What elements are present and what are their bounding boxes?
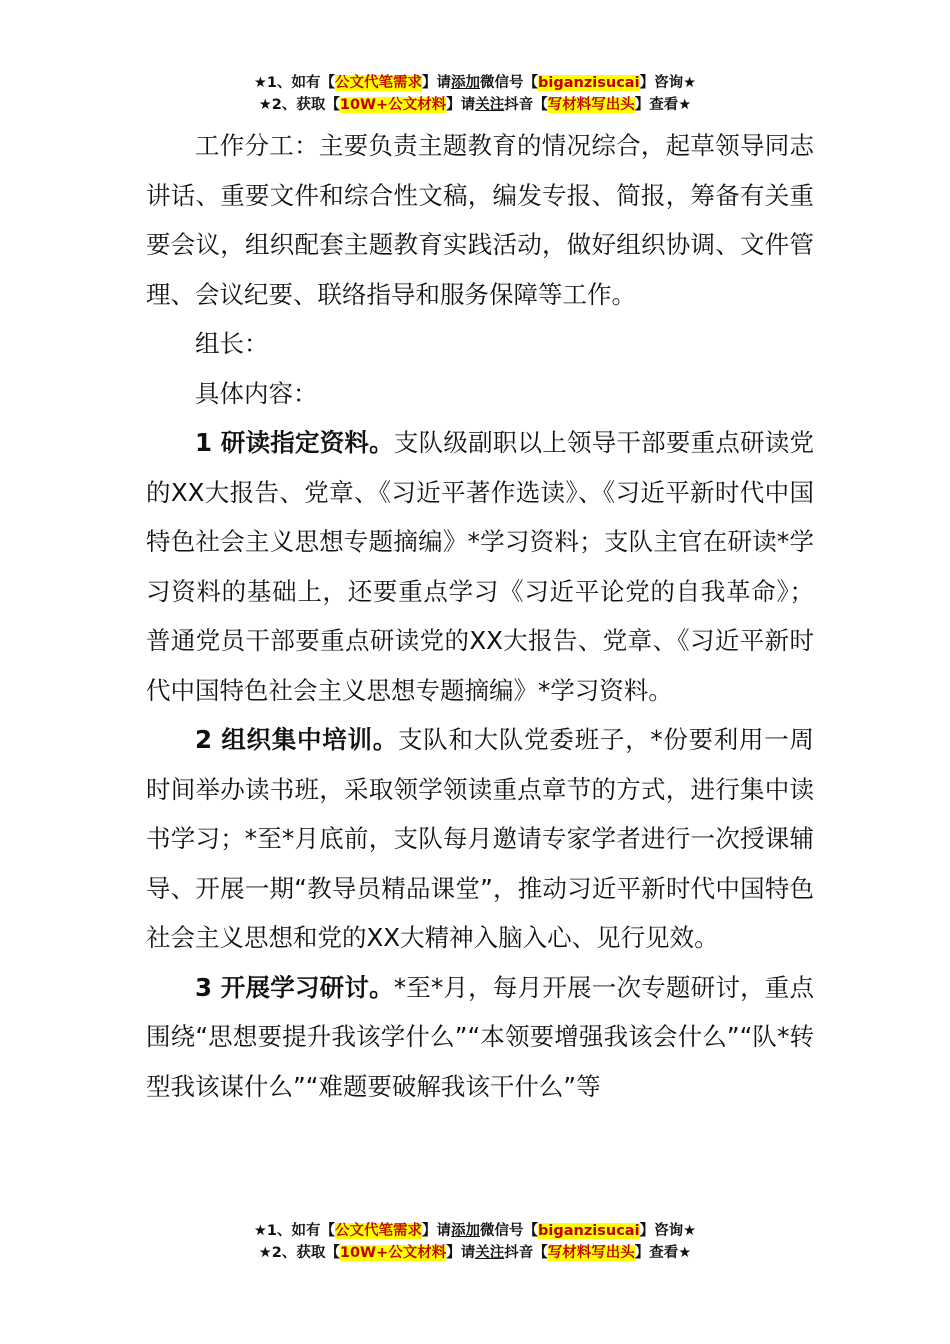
leader-line: 组长： (195, 329, 269, 358)
item-2-text: 支队和大队党委班子，*份要利用一周时间举办读书班，采取领学领读重点章节的方式，进行集中读书学习；*至*月底前，支队每月邀请专家学者进行一次授课辅导、开展一期“教导员精品课堂”，推动习近平新时代中国特色社会主义思想和党的XX大精神入脑入心、见行见效。 (146, 725, 814, 952)
footer-highlight-materials: 10W+公文材料 (339, 1245, 447, 1261)
division-paragraph: 工作分工：主要负责主题教育的情况综合，起草领导同志讲话、重要文件和综合性文稿，编发专报、简报，筹备有关重要会议，组织配套主题教育实践活动，做好组织协调、文件管理、会议纪要、联络指导和服务保障等工作。 (146, 131, 814, 309)
footer-highlight-service: 公文代笔需求 (335, 1223, 423, 1239)
banner-line-1: ★1、如有【公文代笔需求】请添加微信号【biganzisucai】咨询★ (253, 75, 697, 91)
item-2-heading: 2 组织集中培训。 (195, 725, 398, 754)
item-1-text: 支队级副职以上领导干部要重点研读党的XX大报告、党章、《习近平著作选读》、《习近平新时代中国特色社会主义思想专题摘编》*学习资料；支队主官在研读*学习资料的基础上，还要重点学习《习近平论党的自我革命》；普通党员干部要重点研读党的XX大报告、党章、《习近平新时代中国特色社会主义思想专题摘编》*学习资料。 (146, 428, 815, 705)
footer-line-1: ★1、如有【公文代笔需求】请添加微信号【biganzisucai】咨询★ (253, 1223, 697, 1239)
item-3-heading: 3 开展学习研讨。 (195, 972, 394, 1002)
footer-highlight-douyin: 写材料写出头 (547, 1245, 635, 1261)
highlight-service: 公文代笔需求 (335, 75, 423, 91)
highlight-wechat-id: biganzisucai (538, 75, 640, 91)
item-1-paragraph (146, 418, 814, 715)
header-banner (0, 72, 950, 116)
item-1-heading: 1 研读指定资料。 (195, 428, 394, 457)
footer-highlight-wechat-id: biganzisucai (538, 1223, 640, 1239)
footer-line-2: ★2、获取【10W+公文材料】请关注抖音【写材料写出头】查看★ (258, 1245, 692, 1261)
document-body (146, 121, 814, 1111)
banner-line-2: ★2、获取【10W+公文材料】请关注抖音【写材料写出头】查看★ (258, 97, 692, 113)
footer-banner (0, 1220, 950, 1264)
item-3-text: *至*月，每月开展一次专题研讨，重点围绕“思想要提升我该学什么”“本领要增强我该会什么”“队*转型我该谋什么”“难题要破解我该干什么”等 (146, 972, 814, 1101)
highlight-materials: 10W+公文材料 (339, 97, 447, 113)
highlight-douyin: 写材料写出头 (547, 97, 635, 113)
item-2-paragraph (146, 715, 814, 963)
specifics-line: 具体内容： (195, 378, 318, 408)
item-3-paragraph (146, 963, 814, 1112)
